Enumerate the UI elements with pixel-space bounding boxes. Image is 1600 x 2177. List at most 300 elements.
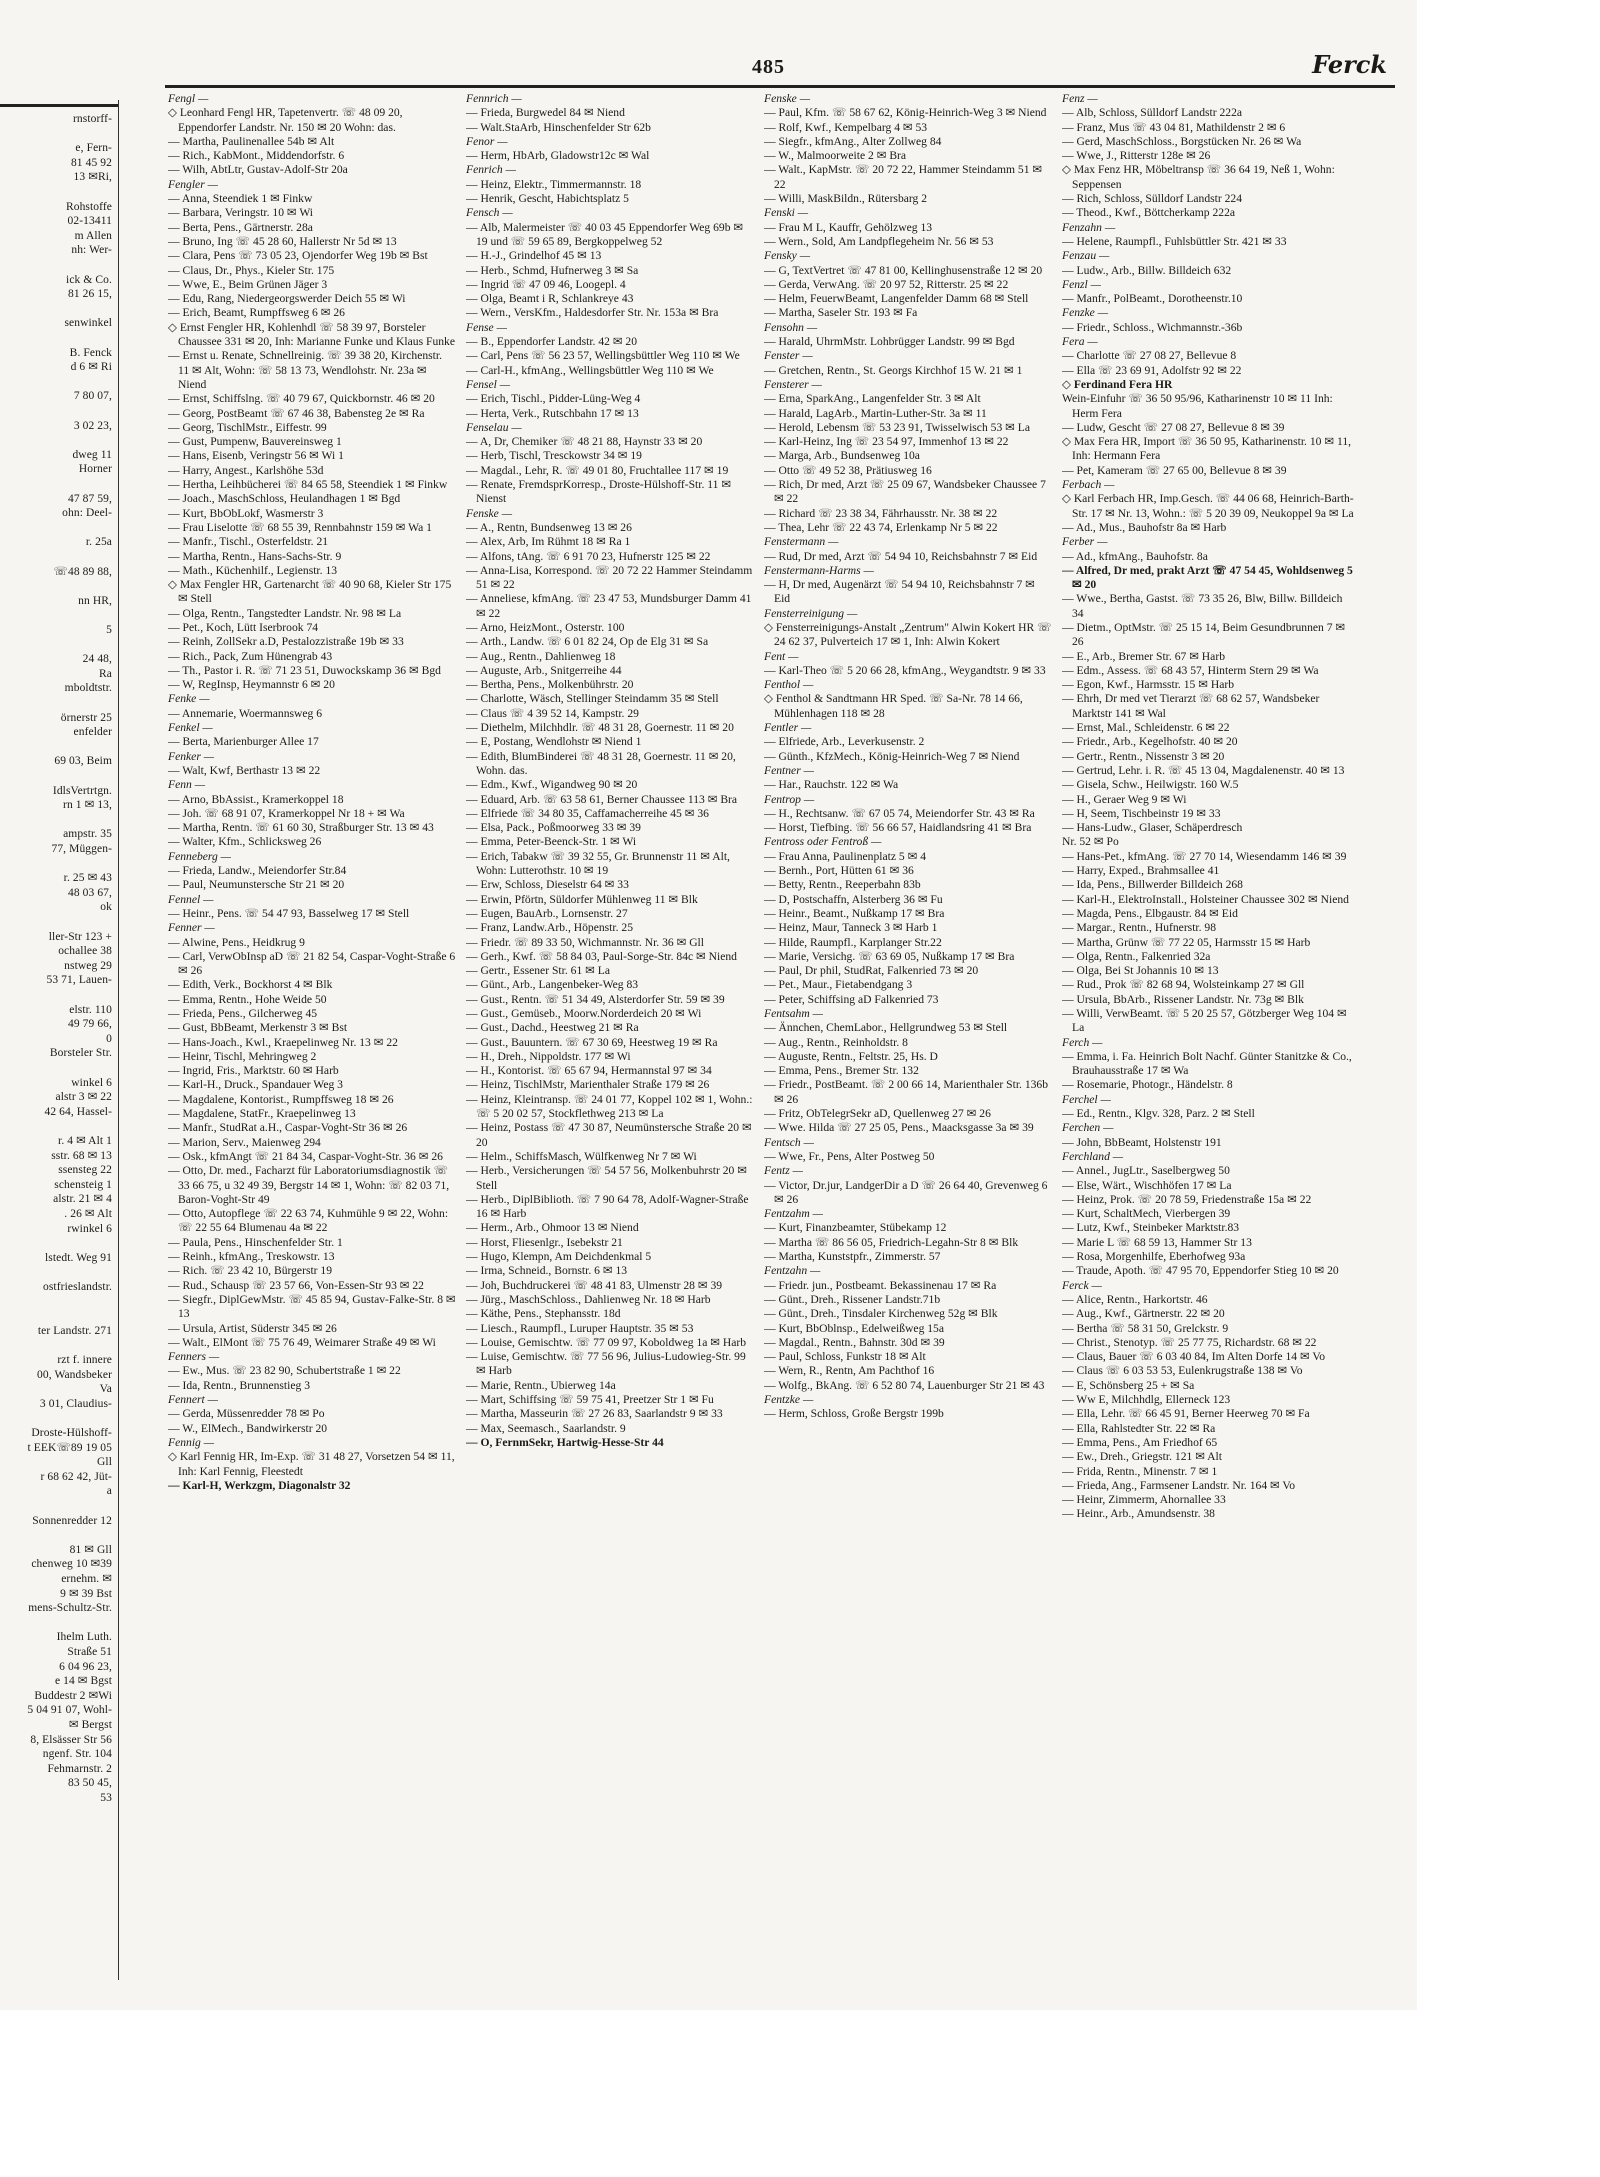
directory-entry: — Rosemarie, Photogr., Händelstr. 8 [1062, 1078, 1233, 1092]
directory-entry: — Wern., Sold, Am Landpflegeheim Nr. 56 ✉ 53 [764, 234, 994, 248]
directory-entry: — Kurt, BbOblnsp., Edelweißweg 15a [764, 1321, 944, 1335]
directory-entry: — Erich, Beamt, Rumpffsweg 6 ✉ 26 [168, 306, 345, 320]
surname-heading: Fenner — [168, 921, 215, 935]
directory-entry: — Eugen, BauArb., Lornsenstr. 27 [466, 906, 628, 920]
margin-fragment: 6 04 96 23, [59, 1660, 112, 1673]
directory-entry: — W., Malmoorweite 2 ✉ Bra [764, 149, 907, 163]
directory-entry: — Herb, Tischl, Tresckowstr 34 ✉ 19 [466, 449, 642, 463]
margin-fragment: 77, Müggen- [51, 843, 112, 855]
directory-entry: — Reinh., kfmAng., Treskowstr. 13 [168, 1250, 335, 1264]
directory-entry: — Rud., Schausp ☏ 23 57 66, Von-Essen-Str 93 ✉ 22 [168, 1278, 424, 1292]
directory-entry: — Gust, BbBeamt, Merkenstr 3 ✉ Bst [168, 1021, 348, 1035]
directory-entry: — Alb, Malermeister ☏ 40 03 45 Eppendorfer Weg 69b ✉ 19 und ☏ 59 65 89, Bergkoppelweg 52 [466, 220, 744, 248]
directory-entry: — Wwe, E., Beim Grünen Jäger 3 [168, 277, 328, 291]
surname-heading: Fenstermann — [764, 535, 839, 549]
directory-entry: — Herb., Schmd, Hufnerweg 3 ✉ Sa [466, 263, 639, 277]
directory-entry: — Magda, Pens., Elbgaustr. 84 ✉ Eid [1062, 906, 1238, 920]
surname-heading: Fensel — [466, 377, 511, 391]
surname-heading: Fentzke — [764, 1393, 814, 1407]
directory-entry: — Charlotte, Wäsch, Stellinger Steindamm 35 ✉ Stell [466, 692, 719, 706]
margin-fragment: 47 87 59, [67, 492, 112, 505]
directory-entry: — Gerda, Müssenredder 78 ✉ Po [168, 1407, 325, 1421]
surname-heading: Ferch — [1062, 1035, 1103, 1049]
directory-entry: — Siegfr., DiplGewMstr. ☏ 45 85 94, Gustav-Falke-Str. 8 ✉ 13 [168, 1292, 456, 1321]
directory-entry: — Rich. ☏ 23 42 10, Bürgerstr 19 [168, 1264, 333, 1278]
directory-entry: — H, Seem, Tischbeinstr 19 ✉ 33 [1062, 806, 1221, 820]
margin-fragment: 42 64, Hassel- [44, 1105, 112, 1118]
directory-entry: — Herb., Versicherungen ☏ 54 57 56, Molkenbuhrstr 20 ✉ Stell [466, 1164, 747, 1192]
directory-entry: — Ingrid ☏ 47 09 46, Loogepl. 4 [466, 277, 626, 291]
directory-entry: — Aug., Kwf., Gärtnerstr. 22 ✉ 20 [1062, 1307, 1225, 1321]
directory-entry: — Berta, Marienburger Allee 17 [168, 735, 319, 749]
surname-heading: Fensohn — [764, 320, 818, 334]
margin-fragment: rwinkel 6 [67, 1222, 112, 1235]
directory-entry: — Louise, Gemischtw. ☏ 77 09 97, Koboldweg 1a ✉ Harb [466, 1335, 747, 1349]
directory-entry: — H., Kontorist. ☏ 65 67 94, Hermannstal 97 ✉ 34 [466, 1064, 712, 1078]
directory-entry: — Heinz, Maur, Tanneck 3 ✉ Harb 1 [764, 921, 938, 935]
directory-entry: — Heinz, Prok. ☏ 20 78 59, Friedenstraße 15a ✉ 22 [1062, 1192, 1312, 1206]
directory-entry: — Fritz, ObTelegrSekr aD, Quellenweg 27 ✉ 26 [764, 1107, 991, 1121]
directory-entry: ◇ Ferdinand Fera HR [1062, 377, 1173, 391]
directory-entry: — Pet., Maur., Fietabendgang 3 [764, 978, 913, 992]
directory-entry: ◇ Karl Fennig HR, Im-Exp. ☏ 31 48 27, Vorsetzen 54 ✉ 11, Inh: Karl Fennig, Fleestedt [168, 1450, 455, 1478]
directory-entry: — Rosa, Morgenhilfe, Eberhofweg 93a [1062, 1250, 1246, 1264]
surname-heading: Fenster — [764, 349, 813, 363]
margin-fragment: enfelder [73, 726, 112, 739]
surname-heading: Fenrich — [466, 163, 516, 177]
directory-entry: — Edm., Assess. ☏ 68 43 57, Hinterm Stern 29 ✉ Wa [1062, 663, 1319, 677]
directory-entry: — Ludw, Gescht ☏ 27 08 27, Bellevue 8 ✉ 39 [1062, 420, 1285, 434]
surname-heading: Fense — [466, 320, 507, 334]
directory-entry: — Martha, Saseler Str. 193 ✉ Fa [764, 306, 918, 320]
directory-entry: — Ernst, Schiffslng. ☏ 40 79 67, Quickbornstr. 46 ✉ 20 [168, 392, 435, 406]
directory-entry: — Heinr., Arb., Amundsenstr. 38 [1062, 1507, 1215, 1521]
surname-heading: Fenthol — [764, 678, 814, 692]
margin-fragment: Ra [99, 667, 112, 680]
directory-entry: — Willi, MaskBildn., Rütersbarg 2 [764, 192, 928, 206]
directory-entry: — Emma, Pens., Am Friedhof 65 [1062, 1435, 1218, 1449]
directory-entry: — H, Dr med, Augenärzt ☏ 54 94 10, Reichsbahnstr 7 ✉ Eid [764, 578, 1035, 606]
surname-heading: Fenzahn — [1062, 220, 1116, 234]
directory-entry: — Karl-Theo ☏ 5 20 66 28, kfmAng., Weygandtstr. 9 ✉ 33 [764, 663, 1046, 677]
directory-entry: — Alfred, Dr med, prakt Arzt ☏ 47 54 45, Wohldsenweg 5 ✉ 20 [1062, 563, 1353, 592]
directory-entry: — Thea, Lehr ☏ 22 43 74, Erlenkamp Nr 5 ✉ 22 [764, 520, 998, 534]
directory-entry: — Arth., Landw. ☏ 6 01 82 24, Op de Elg 31 ✉ Sa [466, 635, 709, 649]
surname-heading: Fensterreinigung — [764, 606, 858, 620]
directory-entry: — Marga, Arb., Bundsenweg 10a [764, 449, 920, 463]
directory-entry: — Ella, Lehr. ☏ 66 45 91, Berner Heerweg 70 ✉ Fa [1062, 1407, 1310, 1421]
directory-entry: — Joh, Buchdruckerei ☏ 48 41 83, Ulmenstr 28 ✉ 39 [466, 1278, 723, 1292]
directory-entry: — Herold, Lebensm ☏ 53 23 91, Twisselwisch 53 ✉ La [764, 420, 1030, 434]
margin-fragment: Droste-Hülshoff- [31, 1427, 112, 1439]
margin-fragment: 00, Wandsbeker [37, 1368, 112, 1381]
directory-entry: — Frieda, Landw., Meiendorfer Str.84 [168, 864, 347, 878]
directory-entry: — Auguste, Rentn., Feltstr. 25, Hs. D [764, 1049, 938, 1063]
directory-entry: — Wwe, Fr., Pens, Alter Postweg 50 [764, 1149, 935, 1163]
surname-heading: Fensterer — [764, 377, 822, 391]
directory-entry: — Heinr, Tischl, Mehringweg 2 [168, 1049, 317, 1063]
surname-heading: Fennrich — [466, 92, 522, 105]
margin-fragment: rzt f. innere [57, 1354, 112, 1366]
margin-fragment: ick & Co. [66, 273, 112, 286]
header-rule [165, 85, 1395, 88]
margin-fragment: 0 [106, 1032, 112, 1045]
margin-fragment: Straße 51 [67, 1646, 112, 1658]
directory-entry: — Georg, PostBeamt ☏ 67 46 38, Babensteg 2e ✉ Ra [168, 406, 425, 420]
directory-entry: — Anna, Steendiek 1 ✉ Finkw [168, 192, 313, 206]
directory-entry: — Willi, VerwBeamt. ☏ 5 20 25 57, Götzberger Weg 104 ✉ La [1062, 1007, 1347, 1035]
directory-entry: — Heinz, TischlMstr, Marienthaler Straße 179 ✉ 26 [466, 1078, 710, 1092]
directory-entry: — Joh. ☏ 68 91 07, Kramerkoppel Nr 18 + ✉ Wa [168, 806, 405, 820]
directory-entry: — Walt.StaArb, Hinschenfelder Str 62b [466, 120, 651, 134]
directory-entry: — Horst, Tiefbing. ☏ 56 66 57, Haidlandsring 41 ✉ Bra [764, 821, 1032, 835]
directory-entry: — Magdal., Rentn., Bahnstr. 30d ✉ 39 [764, 1335, 945, 1349]
margin-fragment: alstr. 21 ✉ 4 [53, 1193, 112, 1206]
directory-entry: — Frau Anna, Paulinenplatz 5 ✉ 4 [764, 849, 927, 863]
directory-entry: — Heinz, Postass ☏ 47 30 87, Neumünstersche Straße 20 ✉ 20 [466, 1121, 752, 1149]
surname-heading: Ferck — [1062, 1278, 1102, 1292]
directory-entry: — Gerd, MaschSchloss., Borgstücken Nr. 26 ✉ Wa [1062, 134, 1302, 148]
directory-entry: — Bruno, Ing ☏ 45 28 60, Hallerstr Nr 5d ✉ 13 [168, 234, 397, 248]
directory-entry: — Lutz, Kwf., Steinbeker Marktstr.83 [1062, 1221, 1240, 1235]
directory-entry: — Gust, Pumpenw, Bauvereinsweg 1 [168, 435, 342, 449]
surname-heading: Fenkel — [168, 721, 213, 735]
directory-entry: — Rich, Dr med, Arzt ☏ 25 09 67, Wandsbeker Chaussee 7 ✉ 22 [764, 478, 1046, 506]
surname-heading: Fenski — [764, 206, 809, 220]
directory-entry: — Herm, Schloss, Große Bergstr 199b [764, 1407, 944, 1421]
directory-entry: — Emma, Rentn., Hohe Weide 50 [168, 992, 327, 1006]
directory-entry: — Emma, Pens., Bremer Str. 132 [764, 1064, 919, 1078]
directory-entry: — Martha, Kunststpfr., Zimmerstr. 57 [764, 1250, 941, 1264]
directory-entry: — Olga, Rentn., Tangstedter Landstr. Nr. 98 ✉ La [168, 606, 402, 620]
directory-entry: — Friedr., Schloss., Wichmannstr.-36b [1062, 320, 1243, 334]
directory-entry: — Walt., KapMstr. ☏ 20 72 22, Hammer Steindamm 51 ✉ 22 [764, 163, 1043, 191]
margin-fragment: 49 79 66, [67, 1018, 112, 1031]
margin-fragment: ostfrieslandstr. [43, 1281, 112, 1293]
directory-entry: — Math., Küchenhilf., Legienstr. 13 [168, 563, 338, 577]
margin-fragment: 81 ✉ Gll [69, 1543, 112, 1556]
margin-fragment: 81 45 92 [70, 156, 112, 169]
directory-entry: — Martha, Paulinenallee 54b ✉ Alt [168, 134, 335, 148]
directory-entry: — Ew., Mus. ☏ 23 82 90, Schubertstraße 1 ✉ 22 [168, 1364, 401, 1378]
directory-entry: — Martha, Grünw ☏ 77 22 05, Harmsstr 15 ✉ Harb [1062, 935, 1311, 949]
directory-entry: — Harald, LagArb., Martin-Luther-Str. 3a ✉ 11 [764, 406, 987, 420]
directory-entry: — Gertr., Essener Str. 61 ✉ La [466, 964, 610, 978]
directory-entry: — Auguste, Arb., Snitgerreihe 44 [466, 663, 622, 677]
column-3 [764, 92, 1052, 1892]
margin-fragment: a [106, 1485, 112, 1498]
margin-fragment: 8, Elsässer Str 56 [30, 1733, 112, 1746]
surname-heading: Fentzahn — [764, 1264, 821, 1278]
surname-heading: Fengler — [168, 177, 218, 191]
directory-entry: — Christ., Stenotyp. ☏ 25 77 75, Richardstr. 68 ✉ 22 [1062, 1335, 1317, 1349]
margin-fragment: 9 ✉ 39 Bst [60, 1587, 112, 1600]
margin-fragment: nh: Wer- [71, 244, 112, 257]
directory-entry: — A., Rentn, Bundsenweg 13 ✉ 26 [466, 520, 632, 534]
directory-entry: — Herm, HbArb, Gladowstr12c ✉ Wal [466, 149, 650, 163]
directory-entry: — Charlotte ☏ 27 08 27, Bellevue 8 [1062, 349, 1237, 363]
margin-fragment: ohn: Deel- [62, 507, 112, 520]
directory-entry: ◇ Max Fera HR, Import ☏ 36 50 95, Katharinenstr. 10 ✉ 11, Inh: Hermann Fera [1062, 435, 1352, 463]
directory-entry: — Gust., Dachd., Heestweg 21 ✉ Ra [466, 1021, 639, 1035]
surname-heading: Ferchland — [1062, 1149, 1124, 1163]
margin-fragment: t EEK☏89 19 05 [27, 1441, 112, 1454]
margin-fragment: ampstr. 35 [63, 828, 112, 841]
surname-heading: Fenzl — [1062, 277, 1101, 291]
directory-entry: — Walt, Kwf, Berthastr 13 ✉ 22 [168, 763, 321, 777]
surname-heading: Ferchen — [1062, 1121, 1114, 1135]
column-4 [1062, 92, 1354, 1892]
surname-heading: Fenke — [168, 692, 210, 706]
directory-entry: — Th., Pastor i. R. ☏ 71 23 51, Duwockskamp 36 ✉ Bgd [168, 663, 441, 677]
directory-entry: — H., Rechtsanw. ☏ 67 05 74, Meiendorfer Str. 43 ✉ Ra [764, 806, 1035, 820]
margin-fragment: Horner [78, 463, 112, 476]
directory-entry: — Hilde, Raumpfl., Karplanger Str.22 [764, 935, 942, 949]
margin-fragment: e, Fern- [75, 142, 112, 155]
directory-entry: — Claus ☏ 4 39 52 14, Kampstr. 29 [466, 706, 639, 720]
directory-entry: — Alice, Rentn., Harkortstr. 46 [1062, 1292, 1208, 1306]
directory-entry: — Erw, Schloss, Dieselstr 64 ✉ 33 [466, 878, 629, 892]
surname-heading: Fenneberg — [168, 849, 231, 863]
surname-heading: Ferbach — [1062, 478, 1115, 492]
directory-entry: — Henrik, Gescht, Habichtsplatz 5 [466, 192, 629, 206]
margin-fragment: 3 02 23, [73, 419, 112, 432]
directory-entry: — Ursula, BbArb., Rissener Landstr. Nr. 73g ✉ Blk [1062, 992, 1304, 1006]
directory-entry: — Erna, SparkAng., Langenfelder Str. 3 ✉ Alt [764, 392, 981, 406]
directory-entry: — Ernst u. Renate, Schnellreinig. ☏ 39 38 20, Kirchenstr. 11 ✉ Alt, Wohn: ☏ 58 13 73, Wendlohstr. Nr. 23a ✉ Niend [168, 349, 443, 391]
directory-entry: — Helm., SchiffsMasch, Wülfkenweg Nr 7 ✉ Wi [466, 1149, 697, 1163]
directory-entry: — Arno, BbAssist., Kramerkoppel 18 [168, 792, 344, 806]
directory-entry: — Hertha, Leihbücherei ☏ 84 65 58, Steendiek 1 ✉ Finkw [168, 478, 448, 492]
margin-fragment: r. 25a [85, 536, 112, 549]
directory-entry: — Liesch., Raumpfl., Luruper Hauptstr. 35 ✉ 53 [466, 1321, 694, 1335]
margin-fragment: lstedt. Weg 91 [44, 1251, 112, 1264]
surname-heading: Fenners — [168, 1350, 220, 1364]
directory-entry: — Otto, Dr. med., Facharzt für Laboratoriumsdiagnostik ☏ 33 66 75, u 32 49 39, Bergstr 14 ✉ 1, Wohn: ☏ 82 03 71, Baron-Voght-Str 49 [168, 1164, 450, 1206]
directory-entry: — Rich., KabMont., Middendorfstr. 6 [168, 149, 345, 163]
margin-fragment: 13 ✉Ri, [73, 171, 112, 184]
directory-entry: — Paul, Dr phil, StudRat, Falkenried 73 ✉ 20 [764, 964, 979, 978]
directory-entry: — Annemarie, Woermannsweg 6 [168, 706, 323, 720]
margin-fragment: sstr. 68 ✉ 13 [51, 1149, 112, 1162]
directory-entry: — Rolf, Kwf., Kempelbarg 4 ✉ 53 [764, 120, 928, 134]
surname-heading: Fentrop — [764, 792, 815, 806]
directory-entry: — Ew., Dreh., Griegstr. 121 ✉ Alt [1062, 1450, 1222, 1464]
directory-entry: — O, FernmSekr, Hartwig-Hesse-Str 44 [466, 1435, 664, 1449]
directory-entry: — Alb, Schloss, Sülldorf Landstr 222a [1062, 106, 1243, 120]
directory-entry: — Mart, Schiffsing ☏ 59 75 41, Preetzer Str 1 ✉ Fu [466, 1393, 714, 1407]
directory-entry: — Paul, Kfm. ☏ 58 67 62, König-Heinrich-Weg 3 ✉ Niend [764, 106, 1047, 120]
margin-fragment: nn HR, [78, 594, 112, 607]
surname-heading: Fennert — [168, 1393, 218, 1407]
margin-rule [0, 104, 118, 107]
directory-entry: — Heinz, Elektr., Timmermannstr. 18 [466, 177, 642, 191]
margin-fragment: nstweg 29 [64, 959, 112, 972]
directory-entry: — Barbara, Veringstr. 10 ✉ Wi [168, 206, 314, 220]
directory-entry: — Aug., Rentn., Reinholdstr. 8 [764, 1035, 908, 1049]
directory-entry: — Claus, Bauer ☏ 6 03 40 84, Im Alten Dorfe 14 ✉ Vo [1062, 1350, 1326, 1364]
margin-fragment: ok [100, 901, 112, 914]
surname-heading: Fennel — [168, 892, 214, 906]
margin-fragment: r. 25 ✉ 43 [63, 872, 112, 885]
directory-entry: — Elsa, Pack., Poßmoorweg 33 ✉ 39 [466, 821, 641, 835]
directory-entry: — Margar., Rentn., Hufnerstr. 98 [1062, 921, 1217, 935]
directory-entry: — Edu, Rang, Niedergeorgswerder Deich 55 ✉ Wi [168, 292, 406, 306]
directory-entry: — Ursula, Artist, Süderstr 345 ✉ 26 [168, 1321, 337, 1335]
margin-fragment: rn 1 ✉ 13, [63, 799, 112, 812]
directory-entry: — Friedr., Arb., Kegelhofstr. 40 ✉ 20 [1062, 735, 1238, 749]
directory-entry: — Frau Liselotte ☏ 68 55 39, Rennbahnstr 159 ✉ Wa 1 [168, 520, 432, 534]
margin-fragment: 53 71, Lauen- [46, 974, 112, 987]
directory-entry: — Marion, Serv., Maienweg 294 [168, 1135, 321, 1149]
margin-fragment: alstr 3 ✉ 22 [55, 1091, 112, 1104]
margin-fragment: . 26 ✉ Alt [64, 1208, 112, 1220]
directory-entry: — Kurt, SchaltMech, Vierbergen 39 [1062, 1207, 1231, 1221]
margin-fragment: ter Landstr. 271 [37, 1324, 112, 1337]
directory-entry: — Ella, Rahlstedter Str. 22 ✉ Ra [1062, 1421, 1216, 1435]
margin-fragment: schensteig 1 [54, 1178, 112, 1191]
directory-entry: — Ludw., Arb., Billw. Billdeich 632 [1062, 263, 1232, 277]
directory-entry: — Günth., KfzMech., König-Heinrich-Weg 7 ✉ Niend [764, 749, 1020, 763]
margin-fragment: ernehm. ✉ [61, 1573, 112, 1585]
running-head: Ferck [1312, 50, 1387, 79]
directory-entry: — Carl, VerwObInsp aD ☏ 21 82 54, Caspar-Voght-Straße 6 ✉ 26 [168, 949, 456, 978]
surname-heading: Fensky — [764, 249, 811, 263]
margin-fragment: r 68 62 42, Jüt- [40, 1470, 112, 1483]
directory-entry: — Ad., Mus., Bauhofstr 8a ✉ Harb [1062, 520, 1227, 534]
directory-entry: — Günt., Dreh., Rissener Landstr.71b [764, 1292, 941, 1306]
directory-entry: — Karl-H., ElektroInstall., Holsteiner Chaussee 302 ✉ Niend [1062, 892, 1349, 906]
margin-fragment: Va [99, 1383, 112, 1396]
directory-entry: — Renate, FremdsprKorresp., Droste-Hülshoff-Str. 11 ✉ Nienst [466, 478, 732, 506]
directory-entry: — Ad., kfmAng., Bauhofstr. 8a [1062, 549, 1208, 563]
directory-entry: — Annel., JugLtr., Saselbergweg 50 [1062, 1164, 1230, 1178]
margin-fragment: Fehmarnstr. 2 [47, 1762, 112, 1775]
directory-entry: — Otto ☏ 49 52 38, Prätiusweg 16 [764, 463, 932, 477]
directory-entry: — Rud, Dr med, Arzt ☏ 54 94 10, Reichsbahnstr 7 ✉ Eid [764, 549, 1038, 563]
margin-fragment: 3 01, Claudius- [39, 1397, 112, 1410]
directory-entry: — Richard ☏ 23 38 34, Fährhausstr. Nr. 38 ✉ 22 [764, 506, 998, 520]
surname-heading: Fera — [1062, 335, 1098, 349]
directory-entry: — Olga, Rentn., Falkenried 32a [1062, 949, 1211, 963]
column-2 [466, 92, 754, 1892]
directory-entry: — Friedr., PostBeamt. ☏ 2 00 66 14, Marienthaler Str. 136b ✉ 26 [764, 1078, 1049, 1106]
directory-entry: — Gerh., Kwf. ☏ 58 84 03, Paul-Sorge-Str. 84c ✉ Niend [466, 949, 737, 963]
margin-fragment: 83 50 45, [67, 1777, 112, 1790]
directory-entry: — Marie L ☏ 68 59 13, Hammer Str 13 [1062, 1235, 1252, 1249]
directory-entry: — Ed., Rentn., Klgv. 328, Parz. 2 ✉ Stell [1062, 1107, 1255, 1121]
directory-entry: — Frieda, Pens., Gilcherweg 45 [168, 1007, 318, 1020]
directory-entry: — Paula, Pens., Hinschenfelder Str. 1 [168, 1235, 343, 1249]
directory-entry: — Frida, Rentn., Minenstr. 7 ✉ 1 [1062, 1464, 1218, 1478]
directory-entry: — Helm, FeuerwBeamt, Langenfelder Damm 68 ✉ Stell [764, 292, 1029, 306]
directory-entry: — H., Dreh., Nippoldstr. 177 ✉ Wi [466, 1049, 631, 1063]
directory-entry: — Ida, Rentn., Brunnenstieg 3 [168, 1378, 311, 1392]
directory-entry: — Pet., Koch, Lütt Iserbrook 74 [168, 620, 319, 634]
margin-fragment: 7 80 07, [73, 390, 112, 403]
surname-heading: Fentner — [764, 763, 814, 777]
margin-fragment: 48 03 67, [67, 886, 112, 899]
margin-fragment: 69 03, Beim [54, 755, 112, 768]
directory-entry: — Erwin, Pförtn, Süldorfer Mühlenweg 11 ✉ Blk [466, 892, 698, 906]
margin-fragment: mens-Schultz-Str. [28, 1602, 112, 1615]
directory-entry: — Karl-Heinz, Ing ☏ 23 54 97, Immenhof 13 ✉ 22 [764, 435, 1009, 449]
margin-fragment: B. Fenck [69, 346, 112, 359]
directory-entry: — Anneliese, kfmAng. ☏ 23 47 53, Mundsburger Damm 41 ✉ 22 [466, 592, 752, 620]
directory-entry: — Paul, Schloss, Funkstr 18 ✉ Alt [764, 1350, 926, 1364]
directory-entry: — Traude, Apoth. ☏ 47 95 70, Eppendorfer Stieg 10 ✉ 20 [1062, 1264, 1339, 1278]
directory-entry: — Kurt, Finanzbeamter, Stübekamp 12 [764, 1221, 947, 1235]
directory-entry: — Friedr. ☏ 89 33 50, Wichmannstr. Nr. 36 ✉ Gll [466, 935, 705, 949]
surname-heading: Fentsch — [764, 1135, 814, 1149]
directory-entry: — Else, Wärt., Wischhöfen 17 ✉ La [1062, 1178, 1232, 1192]
directory-entry: — Elfriede ☏ 34 80 35, Caffamacherreihe 45 ✉ 36 [466, 806, 709, 820]
directory-entry: — Max, Seemasch., Saarlandstr. 9 [466, 1421, 626, 1435]
directory-entry: ◇ Leonhard Fengl HR, Tapetenvertr. ☏ 48 09 20, Eppendorfer Landstr. Nr. 150 ✉ 20 Wohn: das. [168, 106, 403, 134]
margin-fragment: winkel 6 [71, 1076, 112, 1089]
margin-fragment: örnerstr 25 [60, 711, 112, 724]
directory-entry: — Osk., kfmAngt ☏ 21 84 34, Caspar-Voght-Str. 36 ✉ 26 [168, 1149, 443, 1163]
directory-entry: — Carl-H., kfmAng., Wellingsbüttler Weg 110 ✉ We [466, 363, 714, 377]
directory-entry: — Heinz, Kleintransp. ☏ 24 01 77, Koppel 102 ✉ 1, Wohn.: ☏ 5 20 02 57, Stockflethweg 213 ✉ La [466, 1092, 753, 1121]
directory-entry: — Clara, Pens ☏ 73 05 23, Ojendorfer Weg 19b ✉ Bst [168, 249, 428, 263]
directory-entry: — Walt., ElMont ☏ 75 76 49, Weimarer Straße 49 ✉ Wi [168, 1335, 436, 1349]
column-1 [168, 92, 456, 1892]
directory-entry: — Rich., Pack, Zum Hünengrab 43 [168, 649, 333, 663]
margin-fragment: 5 [106, 624, 112, 636]
directory-entry: — Georg, TischlMstr., Eiffestr. 99 [168, 420, 327, 434]
directory-entry: — Otto, Autopflege ☏ 22 63 74, Kuhmühle 9 ✉ 22, Wohn: ☏ 22 55 64 Blumenau 4a ✉ 22 [168, 1207, 449, 1235]
directory-entry: — Reinh, ZollSekr a.D, Pestalozzistraße 19b ✉ 33 [168, 635, 404, 649]
margin-fragment: 5 04 91 07, Wohl- [27, 1704, 112, 1717]
directory-entry: — Hans-Pet., kfmAng. ☏ 27 70 14, Wiesendamm 146 ✉ 39 [1062, 849, 1347, 863]
directory-entry: — Martha, Rentn., Hans-Sachs-Str. 9 [168, 549, 342, 563]
margin-fragment: ✉ Bergst [68, 1719, 112, 1731]
directory-entry: — Marie, Versichg. ☏ 63 69 05, Nußkamp 17 ✉ Bra [764, 949, 1015, 963]
margin-fragment: senwinkel [64, 317, 112, 330]
margin-fragment: IdlsVertrtgn. [52, 784, 112, 797]
margin-fragment: chenweg 10 ✉39 [31, 1558, 112, 1571]
directory-entry: — Egon, Kwf., Harmsstr. 15 ✉ Harb [1062, 678, 1235, 692]
surname-heading: Fentz — [764, 1164, 803, 1178]
previous-page-margin [0, 100, 119, 1980]
directory-entry: — Walter, Kfm., Schlicksweg 26 [168, 835, 322, 849]
directory-entry: — Peter, Schiffsing aD Falkenried 73 [764, 992, 939, 1006]
directory-entry: — Victor, Dr.jur, LandgerDir a D ☏ 26 64 40, Grevenweg 6 ✉ 26 [764, 1178, 1048, 1206]
directory-entry: — Edith, Verk., Bockhorst 4 ✉ Blk [168, 978, 333, 992]
directory-entry: — Heinr., Pens. ☏ 54 47 93, Basselweg 17 ✉ Stell [168, 906, 410, 920]
margin-fragment: ngenf. Str. 104 [42, 1748, 112, 1761]
directory-entry: — Magdal., Lehr, R. ☏ 49 01 80, Fruchtallee 117 ✉ 19 [466, 463, 729, 477]
directory-entry: — Harry, Exped., Brahmsallee 41 [1062, 864, 1220, 878]
directory-entry: ◇ Fenthol & Sandtmann HR Sped. ☏ Sa-Nr. 78 14 66, Mühlenhagen 118 ✉ 28 [764, 692, 1023, 720]
directory-entry: ◇ Max Fengler HR, Gartenarcht ☏ 40 90 68, Kieler Str 175 ✉ Stell [168, 578, 452, 606]
directory-entry: — Betty, Rentn., Reeperbahn 83b [764, 878, 921, 892]
directory-entry: ◇ Max Fenz HR, Möbeltransp ☏ 36 64 19, Neß 1, Wohn: Seppensen [1062, 163, 1335, 191]
directory-entry: — Manfr., StudRat a.H., Caspar-Voght-Str 36 ✉ 26 [168, 1121, 408, 1135]
directory-entry: — Eduard, Arb. ☏ 63 58 61, Berner Chaussee 113 ✉ Bra [466, 792, 738, 806]
margin-fragment: Buddestr 2 ✉Wi [34, 1689, 112, 1702]
directory-entry: — E., Arb., Bremer Str. 67 ✉ Harb [1062, 649, 1225, 663]
directory-entry: — Diethelm, Milchhdlr. ☏ 48 31 28, Goernestr. 11 ✉ 20 [466, 721, 734, 735]
margin-fragment: dweg 11 [72, 448, 112, 461]
directory-entry: — Joach., MaschSchloss, Heulandhagen 1 ✉ Bgd [168, 492, 401, 506]
surname-heading: Fenselau — [466, 420, 522, 434]
directory-entry: — Ernst, Mal., Schleidenstr. 6 ✉ 22 [1062, 721, 1230, 735]
directory-entry: — H., Geraer Weg 9 ✉ Wi [1062, 792, 1187, 806]
margin-fragment: Gll [97, 1456, 112, 1469]
margin-fragment: e 14 ✉ Bgst [54, 1675, 112, 1688]
